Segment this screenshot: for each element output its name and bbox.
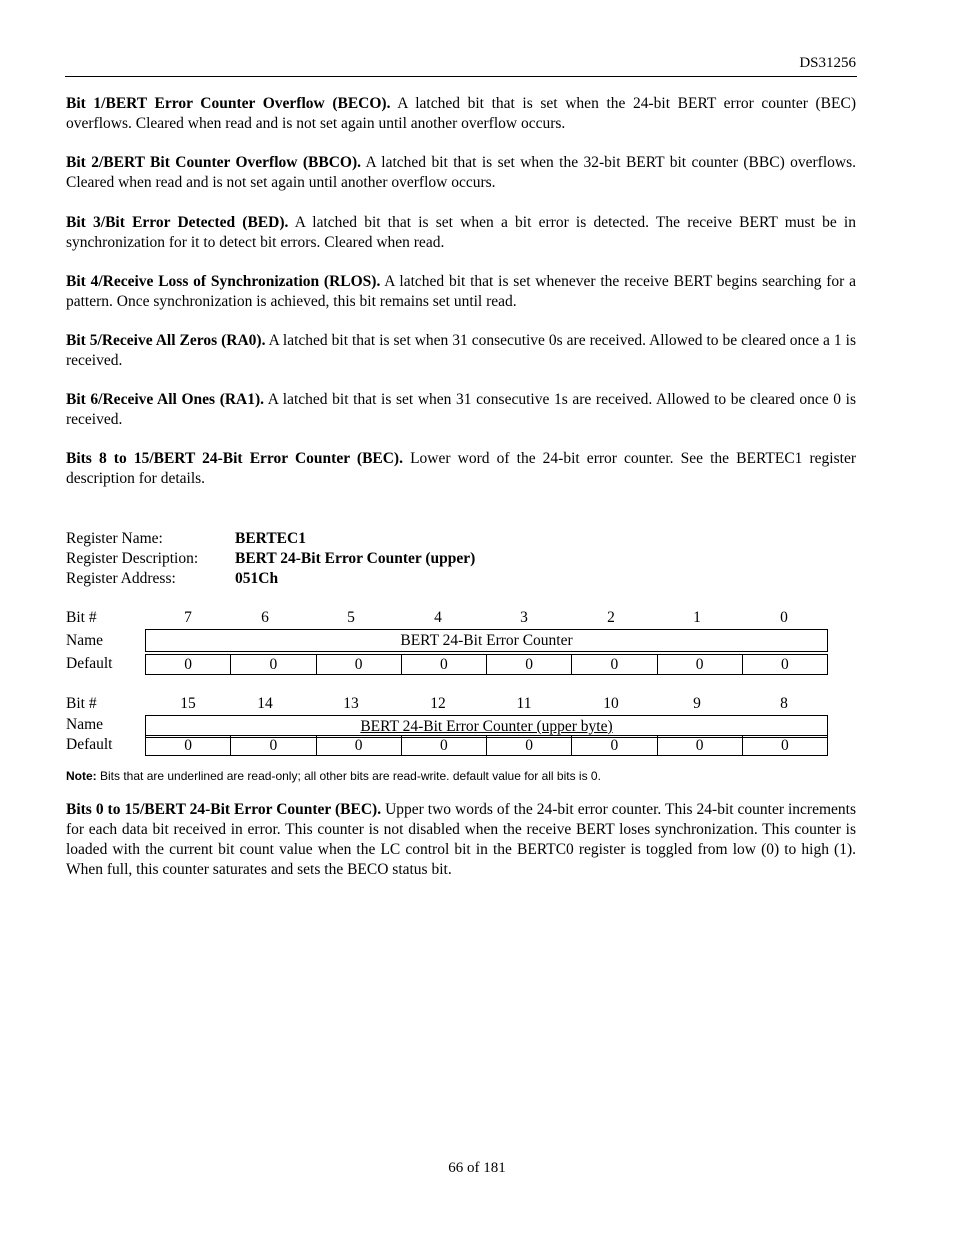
name-row-label-low [66, 631, 146, 651]
bit-number-row-high [66, 694, 856, 714]
name-label: Name [66, 716, 104, 733]
bit-number: 5 [347, 609, 355, 626]
header-rule [65, 76, 857, 77]
register-description-label: Register Description: [66, 550, 199, 567]
name-label: Name [66, 632, 104, 649]
bit-label: Bit # [66, 695, 97, 712]
default-values-high [145, 735, 828, 756]
default-value: 0 [230, 655, 315, 674]
paragraph-bec-upper [66, 800, 856, 880]
default-value: 0 [184, 656, 192, 673]
paragraph-body: A latched bit that is set when a bit error is detected. The receive BERT must be in synchronization for it to detect bit errors. Cleared when read. [66, 214, 856, 251]
default-value: 0 [486, 736, 571, 755]
bit-number: 4 [434, 609, 442, 626]
paragraph-ra0 [66, 331, 856, 371]
note-text: Bits that are underlined are read-only; all other bits are read-write. default value for all bits is 0. [96, 769, 601, 783]
table-note [66, 769, 601, 783]
default-value: 0 [486, 655, 571, 674]
paragraph-title: Bit 5/Receive All Zeros (RA0). [66, 332, 266, 349]
paragraph-body: A latched bit that is set when the 24-bit BERT error counter (BEC) overflows. Cleared when read and is not set again until another overflow occurs. [66, 95, 856, 132]
default-value: 0 [571, 655, 656, 674]
default-value: 0 [401, 655, 486, 674]
default-value: 0 [657, 655, 742, 674]
bit-number: 6 [261, 609, 269, 626]
register-field-name-low: BERT 24-Bit Error Counter [145, 629, 828, 652]
document-part-number: DS31256 [799, 55, 856, 71]
paragraph-body: A latched bit that is set whenever the receive BERT begins searching for a pattern. Once synchronization is achieved, this bit remains set until read. [66, 273, 856, 310]
paragraph-ra1 [66, 390, 856, 430]
register-address-value: 051Ch [235, 570, 279, 587]
paragraph-title: Bit 2/BERT Bit Counter Overflow (BBCO). [66, 154, 361, 171]
register-description-value: BERT 24-Bit Error Counter (upper) [235, 550, 476, 567]
default-value: 0 [184, 737, 192, 754]
name-row-label-high [66, 715, 146, 735]
paragraph-bec-lower [66, 449, 856, 489]
default-row-label-low [66, 654, 146, 674]
default-value: 0 [742, 736, 827, 755]
default-value: 0 [657, 736, 742, 755]
bit-number: 12 [430, 695, 446, 712]
paragraph-rlos [66, 272, 856, 312]
bit-number: 9 [693, 695, 701, 712]
bit-number-row-low [66, 608, 856, 628]
paragraph-body: Upper two words of the 24-bit error counter. This 24-bit counter increments for each data bit received in error. This counter is not disabled when the receive BERT loses synchronization. This counter is loaded with the current bit count value when the LC control bit in the BERTC0 register is toggled from low (0) to high (1). When full, this counter saturates and sets the BECO status bit. [66, 801, 856, 878]
default-value: 0 [571, 736, 656, 755]
bit-number: 14 [257, 695, 273, 712]
paragraph-bbco [66, 153, 856, 193]
paragraph-bed [66, 213, 856, 253]
bit-number: 13 [343, 695, 359, 712]
paragraph-beco [66, 94, 856, 134]
paragraph-body: A latched bit that is set when 31 consecutive 0s are received. Allowed to be cleared once a 1 is received. [66, 332, 856, 369]
bit-number: 7 [184, 609, 192, 626]
register-field-name-text: BERT 24-Bit Error Counter (upper byte) [360, 718, 613, 735]
bit-label: Bit # [66, 609, 97, 626]
bit-number: 3 [520, 609, 528, 626]
paragraph-body: A latched bit that is set when 31 consecutive 1s are received. Allowed to be cleared once 0 is received. [66, 391, 856, 428]
default-row-label-high [66, 735, 146, 755]
default-value: 0 [230, 736, 315, 755]
bit-number: 0 [780, 609, 788, 626]
default-value: 0 [401, 736, 486, 755]
bit-number: 2 [607, 609, 615, 626]
register-address-label: Register Address: [66, 570, 176, 587]
paragraph-title: Bit 1/BERT Error Counter Overflow (BECO). [66, 95, 391, 112]
default-label: Default [66, 736, 113, 753]
paragraph-title: Bits 8 to 15/BERT 24-Bit Error Counter (BEC). [66, 450, 403, 467]
paragraph-body: Lower word of the 24-bit error counter. See the BERTEC1 register description for details. [66, 450, 856, 487]
default-value: 0 [742, 655, 827, 674]
paragraph-body: A latched bit that is set when the 32-bit BERT bit counter (BBC) overflows. Cleared when read and is not set again until another overflow occurs. [66, 154, 857, 191]
bit-number: 10 [603, 695, 619, 712]
page-number: 66 of 181 [448, 1160, 506, 1176]
bit-number: 1 [693, 609, 701, 626]
bit-number: 15 [180, 695, 196, 712]
default-values-low [145, 654, 828, 675]
paragraph-title: Bit 6/Receive All Ones (RA1). [66, 391, 265, 408]
register-name-label: Register Name: [66, 530, 163, 547]
register-info [66, 529, 475, 589]
paragraph-title: Bit 4/Receive Loss of Synchronization (RLOS). [66, 273, 381, 290]
bit-number: 8 [780, 695, 788, 712]
default-value: 0 [316, 736, 401, 755]
register-name-value: BERTEC1 [235, 530, 306, 547]
default-label: Default [66, 655, 113, 672]
paragraph-title: Bit 3/Bit Error Detected (BED). [66, 214, 289, 231]
bit-number: 11 [516, 695, 532, 712]
default-value: 0 [316, 655, 401, 674]
paragraph-title: Bits 0 to 15/BERT 24-Bit Error Counter (BEC). [66, 801, 382, 818]
note-label: Note: [66, 769, 97, 783]
